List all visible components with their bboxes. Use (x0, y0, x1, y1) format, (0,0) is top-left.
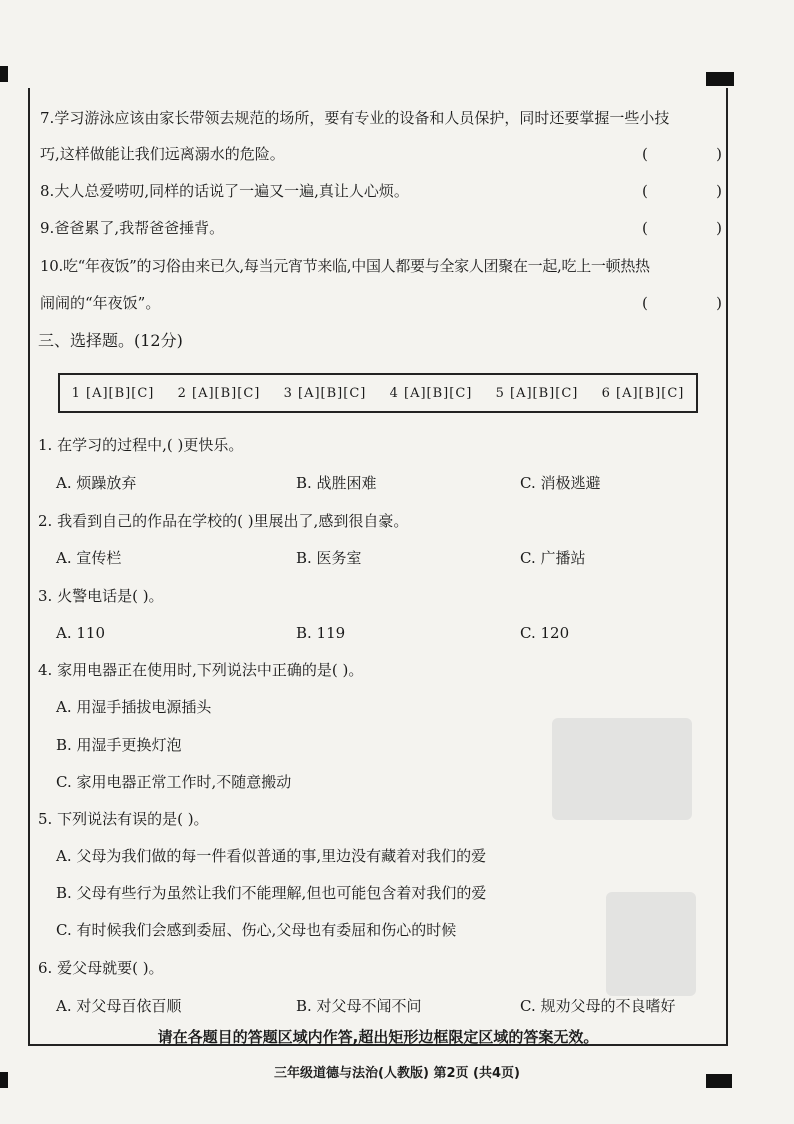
answer-sheet-grid (58, 373, 698, 413)
mc-question-2: 2. 我看到自己的作品在学校的( )里展出了,感到很自豪。 (38, 512, 409, 530)
mc-option: B. 119 (296, 624, 346, 642)
mc-option: B. 医务室 (296, 549, 362, 567)
answer-option-1[interactable]: 1 [A][B][C] (71, 385, 155, 401)
registration-mark-top-right (706, 72, 734, 86)
mc-option: A. 宣传栏 (56, 549, 122, 567)
mc-option: B. 用湿手更换灯泡 (56, 736, 182, 754)
answer-option-5[interactable]: 5 [A][B][C] (495, 385, 579, 401)
mc-option: C. 家用电器正常工作时,不随意搬动 (56, 773, 292, 791)
mc-option: C. 120 (520, 624, 570, 642)
mc-question-3: 3. 火警电话是( )。 (38, 587, 164, 605)
tf-answer-blank-8[interactable]: ( ) (642, 182, 722, 200)
mc-option: A. 用湿手插拔电源插头 (56, 698, 212, 716)
answer-area-warning: 请在各题目的答题区域内作答,超出矩形边框限定区域的答案无效。 (157, 1028, 599, 1046)
section-3-title: 三、选择题。(12分) (38, 331, 183, 350)
mc-option: A. 110 (56, 624, 105, 642)
mc-option: C. 规劝父母的不良嗜好 (520, 997, 676, 1015)
registration-mark-top-left (0, 66, 8, 82)
tf-answer-blank-7[interactable]: ( ) (642, 145, 722, 163)
page-footer: 三年级道德与法治(人教版) 第2页 (共4页) (274, 1066, 520, 1081)
answer-option-6[interactable]: 6 [A][B][C] (601, 385, 685, 401)
mc-question-6: 6. 爱父母就要( )。 (38, 959, 164, 977)
mc-option: C. 广播站 (520, 549, 586, 567)
tf-question-10-line2: 闹闹的“年夜饭”。 (40, 294, 161, 312)
bleed-through-illustration (552, 718, 692, 820)
tf-question-9: 9.爸爸累了,我帮爸爸捶背。 (40, 219, 225, 237)
mc-option: A. 父母为我们做的每一件看似普通的事,里边没有藏着对我们的爱 (56, 847, 487, 865)
mc-option: C. 消极逃避 (520, 474, 601, 492)
mc-option: B. 对父母不闻不问 (296, 997, 422, 1015)
tf-answer-blank-10[interactable]: ( ) (642, 294, 722, 312)
mc-question-5: 5. 下列说法有误的是( )。 (38, 810, 209, 828)
mc-option: A. 对父母百依百顺 (56, 997, 182, 1015)
mc-option: B. 父母有些行为虽然让我们不能理解,但也可能包含着对我们的爱 (56, 884, 487, 902)
mc-option: C. 有时候我们会感到委屈、伤心,父母也有委屈和伤心的时候 (56, 921, 457, 939)
tf-question-7-line2: 巧,这样做能让我们远离溺水的危险。 (40, 145, 285, 163)
mc-option: B. 战胜困难 (296, 474, 377, 492)
answer-option-3[interactable]: 3 [A][B][C] (283, 385, 367, 401)
tf-question-10-line1: 10.吃“年夜饭”的习俗由来已久,每当元宵节来临,中国人都要与全家人团聚在一起,吃上一顿热热 (40, 257, 650, 275)
tf-question-7-line1: 7.学习游泳应该由家长带领去规范的场所，要有专业的设备和人员保护，同时还要掌握一些小技 (40, 109, 670, 127)
mc-option: A. 烦躁放弃 (56, 474, 137, 492)
tf-answer-blank-9[interactable]: ( ) (642, 219, 722, 237)
mc-question-4: 4. 家用电器正在使用时,下列说法中正确的是( )。 (38, 661, 364, 679)
tf-question-8: 8.大人总爱唠叨,同样的话说了一遍又一遍,真让人心烦。 (40, 182, 409, 200)
answer-option-4[interactable]: 4 [A][B][C] (389, 385, 473, 401)
mc-question-1: 1. 在学习的过程中,( )更快乐。 (38, 436, 244, 454)
bleed-through-illustration (606, 892, 696, 996)
answer-option-2[interactable]: 2 [A][B][C] (177, 385, 261, 401)
